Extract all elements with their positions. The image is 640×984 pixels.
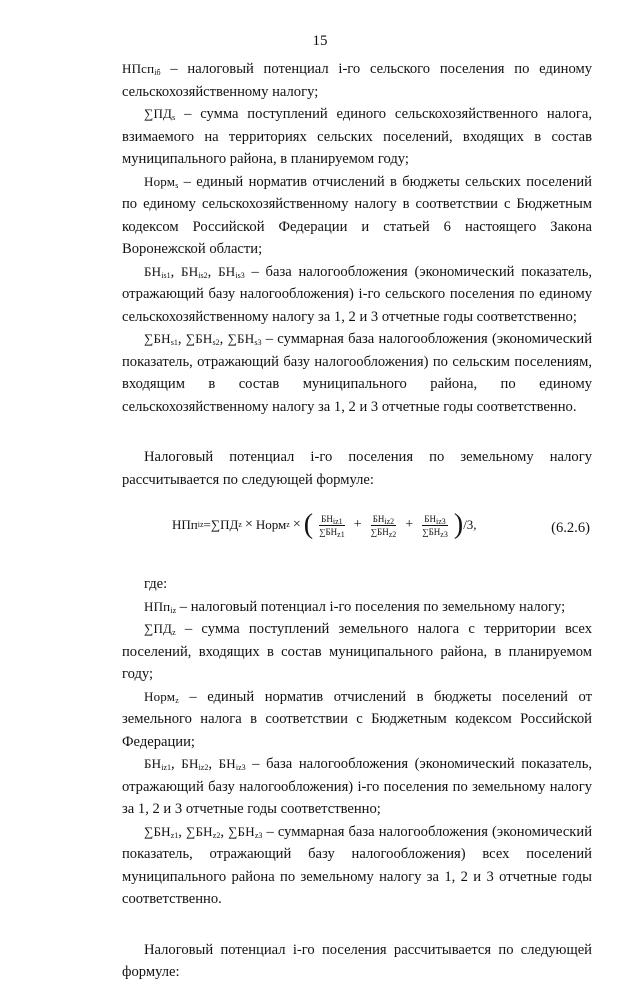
denominator: ∑БН bbox=[370, 526, 389, 537]
definition-6 bbox=[122, 596, 592, 619]
subscript: s2 bbox=[212, 338, 220, 347]
fraction-2 bbox=[369, 513, 399, 538]
definition-5: $\sum БН_{s1}$, $\sum БН_{s2}$, $\sum БН_{s3}$ – суммарная база налогообложения (экономический показатель, отражающий базу налогообложения) по сельским поселениям, входящим в состав муниципального района, по единому сельскохозяйственному налогу за 1, 2 и 3 отчетные годы соответственно. bbox=[122, 331, 593, 415]
symbol: ∑БН bbox=[185, 331, 213, 346]
definition-text: – сумма поступлений земельного налога с территории всех поселений, входящих в состав муниципального района, в планируемом году; bbox=[122, 621, 592, 682]
subscript: iz3 bbox=[435, 516, 446, 526]
formula: НПп iz = ∑ПД z × Норм z × ( $\frac{БН_{iz1}}{\sum БН_{z1}}$ + $\frac{БН_{iz2}}{\sum БН_{z2}}$ + $\frac{БН_{iz3}}{\sum БН_{z3}}$ ) /3, bbox=[172, 509, 477, 540]
subscript: iz bbox=[170, 605, 177, 615]
formula-tail: /3, bbox=[463, 516, 477, 532]
subscript: is2 bbox=[198, 270, 208, 280]
fraction-3 bbox=[420, 513, 450, 538]
numerator: БН bbox=[321, 513, 333, 524]
formula-norm: Норм bbox=[255, 516, 287, 532]
denominator: ∑БН bbox=[422, 526, 441, 537]
formula-block bbox=[122, 509, 592, 555]
definition-text: – налоговый потенциал i-го поселения по земельному налогу; bbox=[176, 598, 566, 615]
definition-2 bbox=[122, 103, 592, 171]
subscript: z2 bbox=[388, 529, 397, 539]
symbol: БН bbox=[218, 263, 236, 279]
formula-lhs: НПп bbox=[172, 516, 198, 532]
plus-sign: + bbox=[405, 516, 414, 532]
subscript: is1 bbox=[161, 270, 171, 280]
page-number: 15 bbox=[312, 33, 328, 49]
definition-text: – суммарная база налогообложения (экономический показатель, отражающий базу налогообложения) всех поселений муниципального района по земельному налогу за 1, 2 и 3 отчетные годы соответственно. bbox=[122, 823, 593, 907]
symbol: БН bbox=[144, 756, 162, 771]
symbol: БН bbox=[144, 263, 162, 279]
subscript: iz2 bbox=[384, 516, 395, 526]
symbol: ∑БН bbox=[144, 331, 171, 346]
symbol: БН bbox=[181, 756, 199, 771]
subscript: s3 bbox=[254, 338, 262, 347]
subscript: is3 bbox=[235, 270, 245, 280]
symbol: Норм bbox=[144, 173, 176, 189]
subscript: s bbox=[172, 113, 176, 122]
definition-7 bbox=[122, 618, 592, 686]
symbol: НПп bbox=[144, 598, 171, 614]
definition-1 bbox=[122, 58, 592, 103]
subscript: z1 bbox=[170, 830, 179, 840]
formula-intro: Налоговый потенциал i-го поселения по земельному налогу рассчитывается по следующей формуле: bbox=[122, 449, 592, 488]
symbol: БН bbox=[218, 756, 236, 771]
definition-text: – единый норматив отчислений в бюджеты сельских поселений по единому сельскохозяйственному налогу в соответствии с Бюджетным кодексом Российской Федерации и статьей 6 настоящего Закона Воронежской области; bbox=[122, 173, 592, 257]
definition-8 bbox=[122, 686, 592, 754]
plus-sign: + bbox=[353, 516, 362, 532]
numerator: БН bbox=[424, 513, 436, 524]
symbol: ∑БН bbox=[228, 823, 255, 839]
denominator: ∑БН bbox=[319, 526, 338, 537]
symbol: ∑БН bbox=[227, 331, 255, 346]
numerator: БН bbox=[372, 513, 385, 524]
close-paren: ) bbox=[453, 509, 464, 540]
subscript: iz2 bbox=[198, 763, 209, 772]
where-label: где: bbox=[144, 576, 168, 592]
subscript: z3 bbox=[440, 529, 448, 539]
definition-text: – единый норматив отчислений в бюджеты поселений от земельного налога в соответствии с Бюджетным кодексом Российской Федерации; bbox=[122, 688, 592, 750]
definition-3 bbox=[122, 171, 592, 261]
symbol: ∑БН bbox=[144, 823, 171, 839]
formula-number: (6.2.6) bbox=[551, 520, 590, 536]
symbol: ∑ПД bbox=[144, 106, 173, 121]
multiply-sign: × bbox=[244, 516, 253, 532]
fraction-1 bbox=[317, 513, 347, 538]
subscript: iz3 bbox=[235, 763, 246, 772]
subscript: z2 bbox=[212, 830, 221, 840]
subscript: s bbox=[175, 180, 179, 190]
subscript: z bbox=[172, 628, 176, 637]
open-paren: ( bbox=[303, 509, 314, 540]
subscript: z1 bbox=[337, 529, 345, 539]
definition-text: – база налогообложения (экономический показатель, отражающий базу налогообложения) i-го сельского поселения по единому сельскохозяйственному налогу за 1, 2 и 3 отчетные годы соответственно; bbox=[122, 263, 593, 325]
subscript: iz1 bbox=[332, 516, 343, 526]
formula-sum-pd: ∑ПД bbox=[210, 516, 239, 532]
definition-9: $БН_{iz1}$, $БН_{iz2}$, $БН_{iz3}$ – база налогообложения (экономический показатель, отражающий базу налогообложения) i-го поселения по земельному налогу за 1, 2 и 3 отчетные годы соответственно; bbox=[122, 756, 593, 817]
document-body bbox=[122, 58, 592, 984]
next-formula-intro: Налоговый потенциал i-го поселения рассчитывается по следующей формуле: bbox=[122, 941, 592, 980]
definition-text: – сумма поступлений единого сельскохозяйственного налога, взимаемого на территориях сельских поселений, входящих в состав муниципального района, в планируемом году; bbox=[122, 106, 592, 167]
symbol: Норм bbox=[144, 688, 176, 704]
subscript: s1 bbox=[170, 338, 178, 347]
definition-text: – налоговый потенциал i-го сельского поселения по единому сельскохозяйственному налогу; bbox=[122, 61, 592, 100]
equals-sign: = bbox=[203, 516, 211, 532]
symbol: БН bbox=[181, 263, 199, 279]
definition-10: $\sum БН_{z1}$, $\sum БН_{z2}$, $\sum БН_{z3}$ – суммарная база налогообложения (экономический показатель, отражающий базу налогообложения) всех поселений муниципального района по земельному налогу за 1, 2 и 3 отчетные годы соответственно. bbox=[122, 823, 593, 907]
subscript: iz1 bbox=[161, 763, 172, 772]
definition-4: $БН_{is1}$, $БН_{is2}$, $БН_{is3}$ – база налогообложения (экономический показатель, отражающий базу налогообложения) i-го сельского поселения по единому сельскохозяйственному налогу за 1, 2 и 3 отчетные годы соответственно; bbox=[122, 263, 593, 325]
definition-text: – суммарная база налогообложения (экономический показатель, отражающий базу налогообложения) по сельским поселениям, входящим в состав муниципального района, по единому сельскохозяйственному налогу за 1, 2 и 3 отчетные годы соответственно. bbox=[122, 331, 593, 415]
symbol: ∑БН bbox=[186, 823, 213, 839]
multiply-sign: × bbox=[292, 516, 301, 532]
symbol: ∑ПД bbox=[144, 621, 173, 636]
symbol: НПсп bbox=[122, 61, 155, 76]
subscript: iб bbox=[154, 68, 161, 77]
definition-text: – база налогообложения (экономический показатель, отражающий базу налогообложения) i-го поселения по земельному налогу за 1, 2 и 3 отчетные годы соответственно; bbox=[122, 756, 593, 817]
subscript: z3 bbox=[254, 830, 263, 840]
subscript: z bbox=[175, 695, 179, 705]
